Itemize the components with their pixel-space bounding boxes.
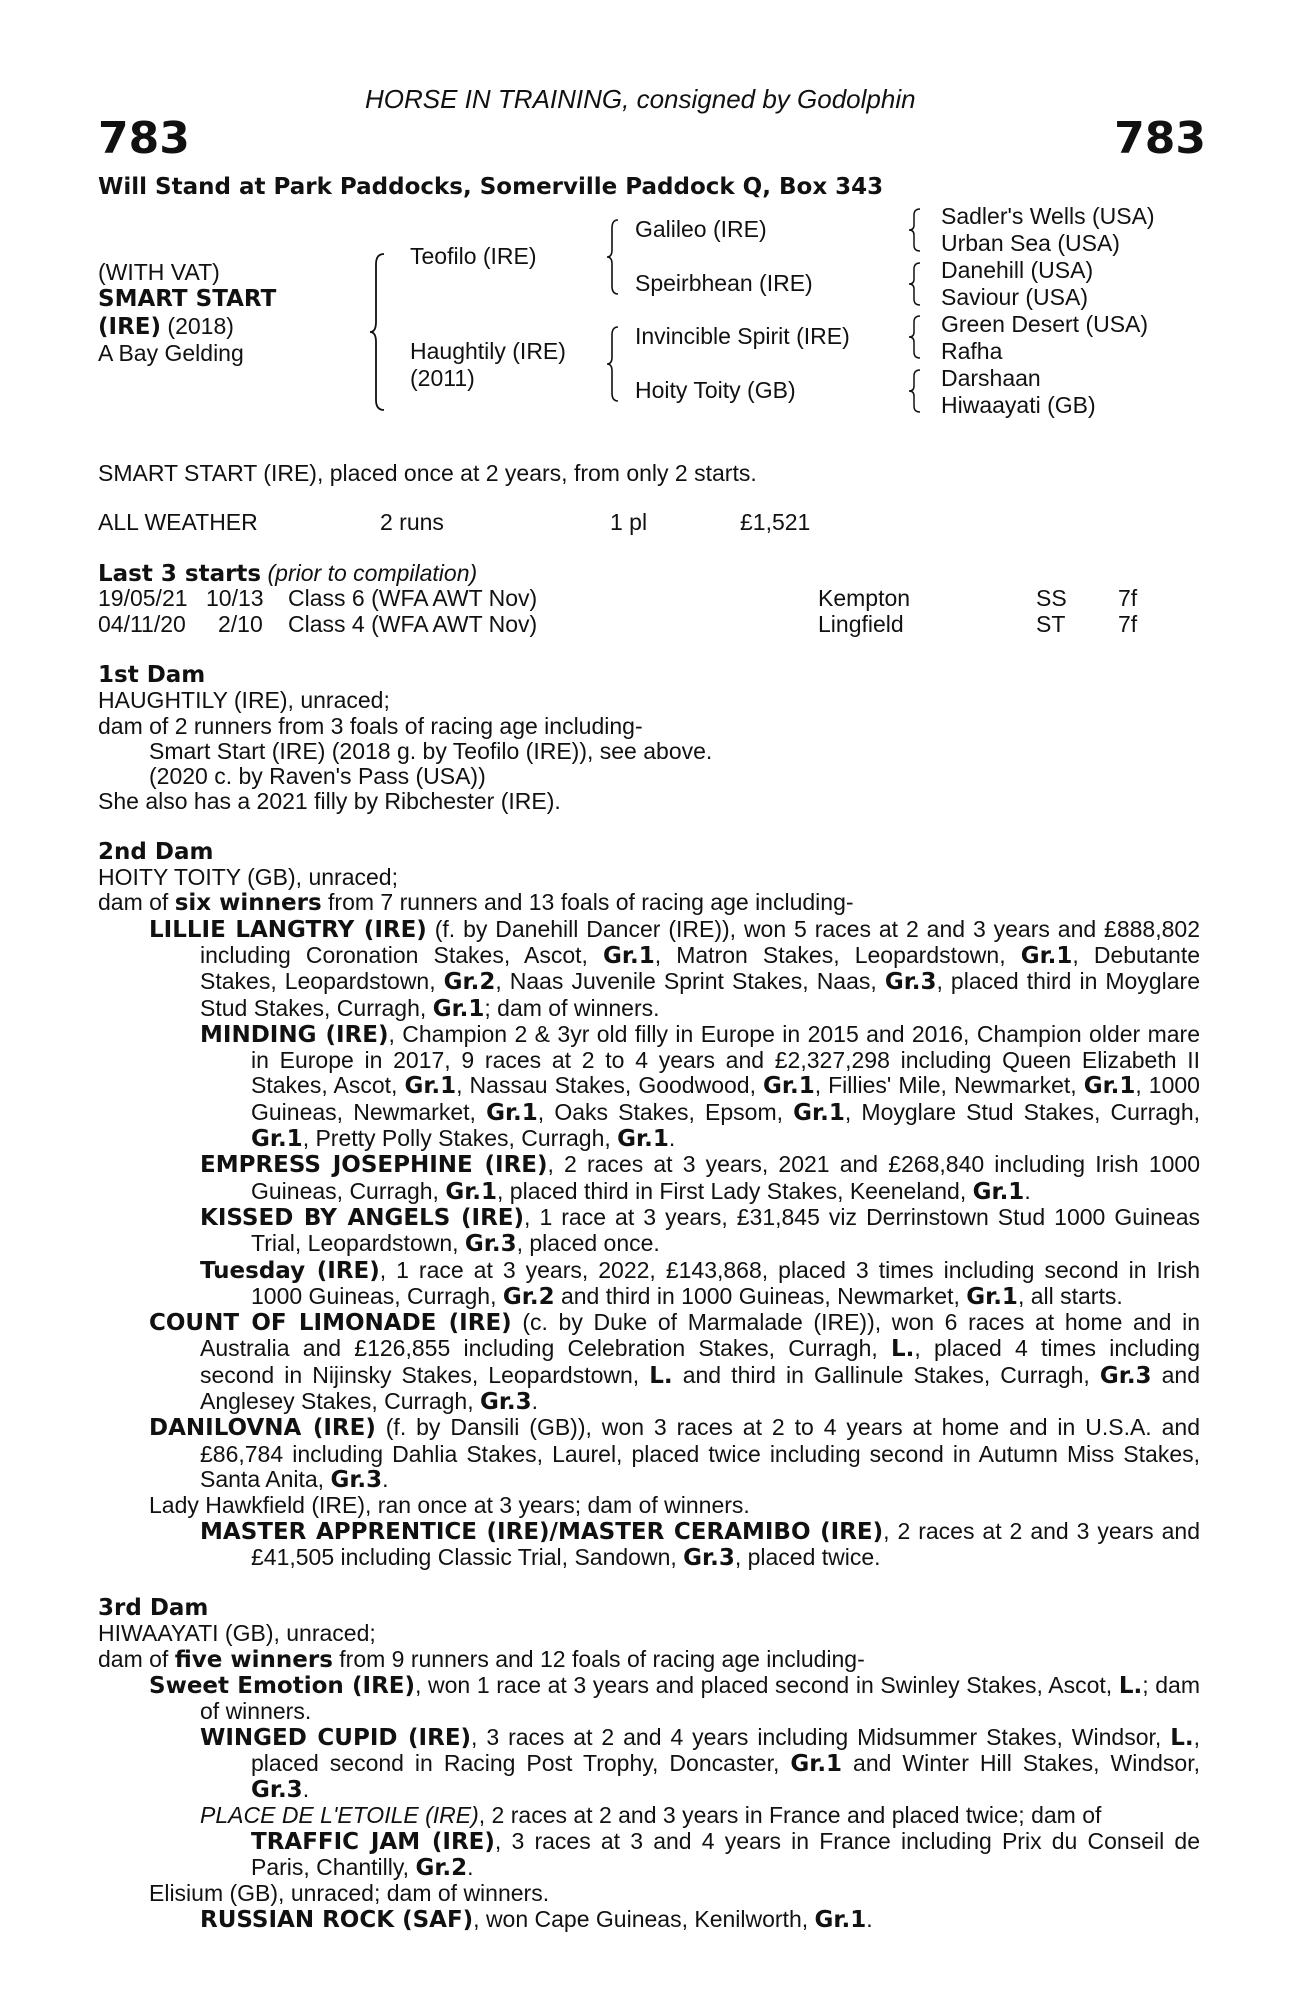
dam: Haughtily (IRE) — [410, 338, 566, 364]
produce-entry: KISSED BY ANGELS (IRE), 1 race at 3 years, £31,845 viz Derrinstown Stud 1000 Guineas Trial, Leopardstown, Gr.3, placed once. — [200, 1203, 1201, 1258]
dam-dam: Hoity Toity (GB) — [635, 377, 796, 403]
produce-entry: WINGED CUPID (IRE), 3 races at 2 and 4 years including Midsummer Stakes, Windsor, L., placed second in Racing Post Trophy, Doncaster, Gr.1 and Winter Hill Stakes, Windsor, Gr.3. — [200, 1723, 1201, 1804]
granddam-sire-1: Sadler's Wells (USA) — [941, 203, 1155, 229]
granddam-sire-2: Danehill (USA) — [941, 257, 1094, 283]
first-dam-produce: Smart Start (IRE) (2018 g. by Teofilo (IRE)), see above. — [149, 737, 713, 764]
first-dam-line: dam of 2 runners from 3 foals of racing age including- — [98, 712, 643, 739]
record-runs: 2 runs — [380, 509, 444, 535]
catalogue-header: HORSE IN TRAINING, consigned by Godolphin — [365, 84, 916, 114]
record-earnings: £1,521 — [740, 509, 811, 535]
sire-sire: Galileo (IRE) — [635, 216, 767, 242]
start-race: Class 6 (WFA AWT Nov) — [288, 585, 538, 611]
produce-entry: COUNT OF LIMONADE (IRE) (c. by Duke of Marmalade (IRE)), won 6 races at home and in Australia and £126,855 including Celebration Stakes, Curragh, L., placed 4 times including second in Nijinsky Stakes, Leopardstown, L. and third in Gallinule Stakes, Curragh, Gr.3 and Anglesey Stakes, Curragh, Gr.3. — [149, 1309, 1201, 1416]
produce-entry: Sweet Emotion (IRE), won 1 race at 3 years and placed second in Swinley Stakes, Ascot, L.; dam of winners. — [149, 1671, 1200, 1725]
start-date: 04/11/20 — [98, 611, 186, 637]
third-dam-summary: dam of five winners from 9 runners and 12 foals of racing age including- — [98, 1645, 865, 1673]
second-dam-heading: 2nd Dam — [98, 838, 214, 865]
start-course: Lingfield — [818, 611, 904, 637]
start-course: Kempton — [818, 585, 911, 611]
last-starts-heading: Last 3 starts (prior to compilation) — [98, 560, 478, 587]
start-date: 19/05/21 — [98, 585, 188, 611]
produce-entry: MINDING (IRE), Champion 2 & 3yr old filly in Europe in 2015 and 2016, Champion older mare in Europe in 2017, 9 races at 2 to 4 years and £2,327,298 including Queen Elizabeth II Stakes, Ascot, Gr.1, Nassau Stakes, Goodwood, Gr.1, Fillies' Mile, Newmarket, Gr.1, 1000 Guineas, Newmarket, Gr.1, Oaks Stakes, Epsom, Gr.1, Moyglare Stud Stakes, Curragh, Gr.1, Pretty Polly Stakes, Curragh, Gr.1. — [200, 1020, 1200, 1153]
horse-description: A Bay Gelding — [98, 340, 244, 366]
last-starts-table — [98, 585, 1200, 637]
brace-g4 — [908, 368, 922, 414]
start-distance: 7f — [1118, 585, 1138, 611]
produce-entry: MASTER APPRENTICE (IRE)/MASTER CERAMIBO (IRE), 2 races at 2 and 3 years and £41,505 including Classic Trial, Sandown, Gr.3, placed twice. — [200, 1517, 1200, 1571]
sire: Teofilo (IRE) — [410, 243, 537, 269]
produce-entry: RUSSIAN ROCK (SAF), won Cape Guineas, Kenilworth, Gr.1. — [200, 1905, 873, 1933]
brace-g2 — [908, 261, 922, 307]
first-dam-heading: 1st Dam — [98, 662, 206, 688]
dam-sire: Invincible Spirit (IRE) — [635, 323, 850, 349]
vat-note: (WITH VAT) — [98, 259, 220, 285]
brace-parents — [368, 252, 388, 412]
second-dam-intro: HOITY TOITY (GB), unraced; — [98, 864, 398, 891]
horse-origin: (IRE) (2018) — [98, 313, 234, 340]
brace-g1 — [908, 207, 922, 253]
first-dam-produce: (2020 c. by Raven's Pass (USA)) — [149, 763, 486, 790]
produce-entry: LILLIE LANGTRY (IRE) (f. by Danehill Dancer (IRE)), won 5 races at 2 and 3 years and £888,802 including Coronation Stakes, Ascot, Gr.1, Matron Stakes, Leopardstown, Gr.1, Debutante Stakes, Leopardstown, Gr.2, Naas Juvenile Sprint Stakes, Naas, Gr.3, placed third in Moyglare Stud Stakes, Curragh, Gr.1; dam of winners. — [149, 915, 1201, 1022]
produce-entry: TRAFFIC JAM (IRE), 3 races at 3 and 4 years in France including Prix du Conseil de Paris, Chantilly, Gr.2. — [251, 1827, 1200, 1882]
dam-year: (2011) — [410, 365, 475, 391]
brace-g3 — [908, 314, 922, 360]
start-position: 10/13 — [206, 585, 264, 611]
start-going: ST — [1036, 611, 1066, 637]
granddam-dam-3: Rafha — [941, 338, 1003, 364]
record-surface: ALL WEATHER — [98, 509, 258, 535]
granddam-sire-3: Green Desert (USA) — [941, 311, 1149, 337]
record-placed: 1 pl — [610, 509, 648, 535]
produce-entry: EMPRESS JOSEPHINE (IRE), 2 races at 3 years, 2021 and £268,840 including Irish 1000 Guineas, Curragh, Gr.1, placed third in First Lady Stakes, Keeneland, Gr.1. — [200, 1151, 1200, 1205]
horse-name: SMART START — [98, 286, 277, 312]
table-row — [98, 611, 1200, 637]
start-distance: 7f — [1118, 611, 1138, 637]
stand-location: Will Stand at Park Paddocks, Somerville Paddock Q, Box 343 — [98, 174, 884, 200]
granddam-dam-2: Saviour (USA) — [941, 284, 1088, 310]
start-position: 2/10 — [218, 611, 263, 637]
produce-entry: PLACE DE L'ETOILE (IRE), 2 races at 2 and 3 years in France and placed twice; dam of — [200, 1802, 1102, 1829]
brace-dam — [606, 325, 620, 403]
produce-entry: Elisium (GB), unraced; dam of winners. — [149, 1880, 550, 1907]
first-dam-line: She also has a 2021 filly by Ribchester (IRE). — [98, 788, 561, 815]
granddam-dam-1: Urban Sea (USA) — [941, 230, 1120, 256]
table-row — [98, 585, 1200, 611]
granddam-sire-4: Darshaan — [941, 365, 1041, 391]
produce-entry: DANILOVNA (IRE) (f. by Dansili (GB)), won 3 races at 2 to 4 years at home and in U.S.A. and £86,784 including Dahlia Stakes, Laurel, placed twice including second in Autumn Miss Stakes, Santa Anita, Gr.3. — [149, 1414, 1200, 1493]
family-body — [98, 663, 1200, 1933]
start-going: SS — [1036, 585, 1067, 611]
third-dam-heading: 3rd Dam — [98, 1595, 209, 1622]
brace-sire — [606, 218, 620, 296]
start-race: Class 4 (WFA AWT Nov) — [288, 611, 538, 637]
third-dam-intro: HIWAAYATI (GB), unraced; — [98, 1620, 376, 1647]
first-dam-line: HAUGHTILY (IRE), unraced; — [98, 687, 390, 714]
race-summary: SMART START (IRE), placed once at 2 years, from only 2 starts. — [98, 460, 757, 486]
granddam-dam-4: Hiwaayati (GB) — [941, 392, 1096, 418]
produce-entry: Tuesday (IRE), 1 race at 3 years, 2022, £143,868, placed 3 times including second in Irish 1000 Guineas, Curragh, Gr.2 and third in 1000 Guineas, Newmarket, Gr.1, all starts. — [200, 1256, 1200, 1310]
second-dam-summary: dam of six winners from 7 runners and 13 foals of racing age including- — [98, 889, 854, 917]
produce-entry: Lady Hawkfield (IRE), ran once at 3 years; dam of winners. — [149, 1492, 750, 1519]
lot-number-left: 783 — [98, 113, 190, 164]
sire-dam: Speirbhean (IRE) — [635, 270, 813, 296]
lot-number-right: 783 — [1114, 113, 1206, 164]
